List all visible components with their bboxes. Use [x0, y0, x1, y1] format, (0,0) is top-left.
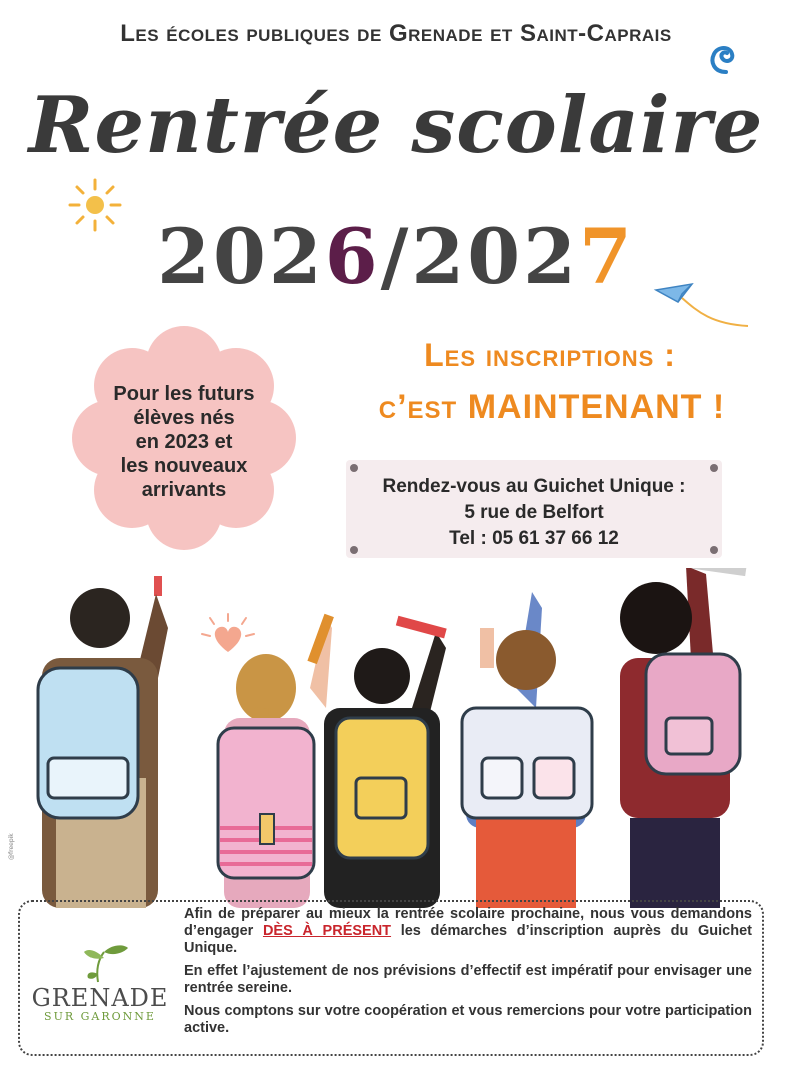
child-3	[324, 616, 447, 908]
pin-dot	[710, 464, 718, 472]
bubble-line: élèves nés	[133, 407, 235, 429]
logo-name: GRENADE	[31, 984, 169, 1012]
child-4	[462, 592, 592, 908]
year-part2: /202	[380, 212, 580, 301]
schools-header: Les écoles publiques de Grenade et Saint-Caprais	[120, 20, 672, 47]
rdv-address: 5 rue de Belfort	[464, 502, 604, 523]
year-digit-6: 6	[324, 212, 381, 301]
bubble-text	[96, 382, 272, 502]
info-paragraph-3: Nous comptons sur votre coopération et vous remercions pour votre participation active.	[184, 1003, 752, 1036]
info-p1-end: les démarches d’inscription auprès du Guichet Unique.	[184, 923, 752, 956]
info-p1-start: Afin de préparer au mieux la rentrée scolaire prochaine, nous vous demandons d’engager	[184, 906, 752, 939]
logo-subtitle: SUR GARONNE	[44, 1010, 156, 1023]
paper-plane-icon	[652, 280, 752, 340]
inscriptions-heading: Les inscriptions :	[424, 337, 676, 373]
info-text	[184, 906, 752, 1043]
child-1	[38, 576, 168, 908]
pin-dot	[350, 464, 358, 472]
bubble-line: en 2023 et	[135, 431, 233, 453]
photo-credit: @freepik	[8, 833, 15, 860]
page-title: Rentrée scolaire	[28, 80, 764, 171]
child-2	[218, 614, 334, 908]
cest-text: c’est	[378, 388, 458, 426]
rdv-line-1: Rendez-vous au Guichet Unique :	[382, 476, 686, 497]
info-paragraph-2: En effet l’ajustement de nos prévisions d’effectif est impératif pour envisager une rentrée sereine.	[184, 963, 752, 996]
bubble-line: les nouveaux	[120, 455, 248, 477]
maintenant-text: MAINTENANT !	[467, 388, 726, 426]
children-illustration	[26, 568, 786, 908]
sun-icon	[66, 176, 124, 234]
swirl-icon	[706, 36, 746, 76]
bubble-line: Pour les futurs	[113, 383, 255, 405]
maintenant-heading	[332, 388, 772, 427]
bubble-line: arrivants	[141, 479, 227, 501]
des-a-present-highlight: DÈS À PRÉSENT	[262, 923, 392, 939]
info-paragraph-1	[184, 906, 752, 957]
child-5	[620, 568, 747, 908]
rdv-phone: Tel : 05 61 37 66 12	[449, 528, 619, 549]
year-part1: 202	[157, 212, 325, 301]
year-digit-7: 7	[579, 212, 635, 301]
